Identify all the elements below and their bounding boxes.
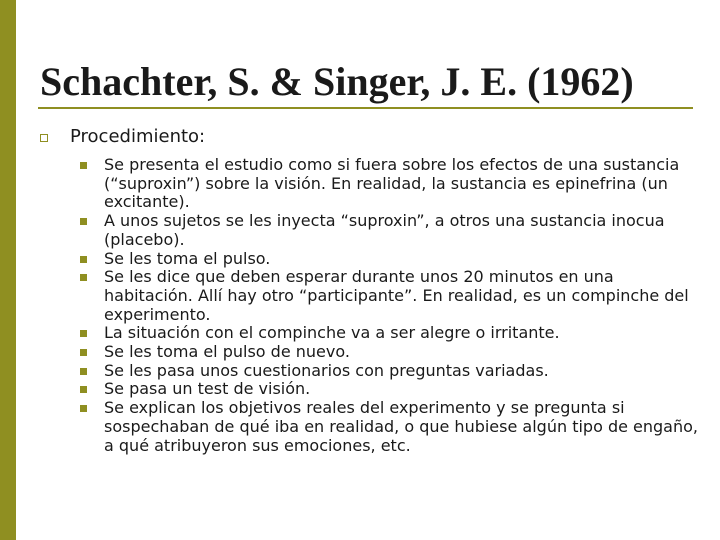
square-bullet-icon <box>80 274 87 281</box>
list-item <box>80 380 705 399</box>
list-item-text: La situación con el compinche va a ser alegre o irritante. <box>104 323 560 343</box>
list-item-text: Se les toma el pulso. <box>104 248 271 268</box>
square-bullet-icon <box>80 256 87 263</box>
list-item <box>80 362 705 381</box>
square-bullet-icon <box>80 330 87 337</box>
list-item-text: Se les dice que deben esperar durante unos 20 minutos en una habitación. Allí hay otro “participante”. En realidad, es un compinche del experimento. <box>104 267 689 324</box>
square-bullet-icon <box>80 218 87 225</box>
list-item <box>80 250 705 269</box>
title-underline <box>38 107 693 109</box>
square-bullet-icon <box>80 162 87 169</box>
list-item <box>80 324 705 343</box>
list-item <box>80 399 705 455</box>
left-accent-bar <box>0 0 16 540</box>
heading-row <box>40 126 205 147</box>
square-bullet-icon <box>80 386 87 393</box>
square-bullet-icon <box>80 349 87 356</box>
slide-title: Schachter, S. & Singer, J. E. (1962) <box>40 59 634 104</box>
square-bullet-icon <box>80 368 87 375</box>
procedure-heading: Procedimiento: <box>70 126 206 147</box>
list-item <box>80 156 705 212</box>
list-item-text: Se explican los objetivos reales del experimento y se pregunta si sospechaban de qué iba en realidad, o que hubiese algún tipo de engaño, a qué atribuyeron sus emociones, etc. <box>104 398 698 455</box>
list-item-text: Se presenta el estudio como si fuera sobre los efectos de una sustancia (“suproxin”) sobre la visión. En realidad, la sustancia es epinefrina (un excitante). <box>104 155 680 212</box>
list-item <box>80 343 705 362</box>
list-item <box>80 212 705 249</box>
list-item-text: Se les pasa unos cuestionarios con preguntas variadas. <box>104 360 549 380</box>
list-item-text: Se les toma el pulso de nuevo. <box>104 342 350 362</box>
procedure-list <box>80 156 705 455</box>
list-item-text: A unos sujetos se les inyecta “suproxin”, a otros una sustancia inocua (placebo). <box>104 211 665 249</box>
square-bullet-icon <box>80 405 87 412</box>
list-item-text: Se pasa un test de visión. <box>104 379 311 399</box>
list-item <box>80 268 705 324</box>
hollow-square-bullet-icon <box>40 134 48 142</box>
